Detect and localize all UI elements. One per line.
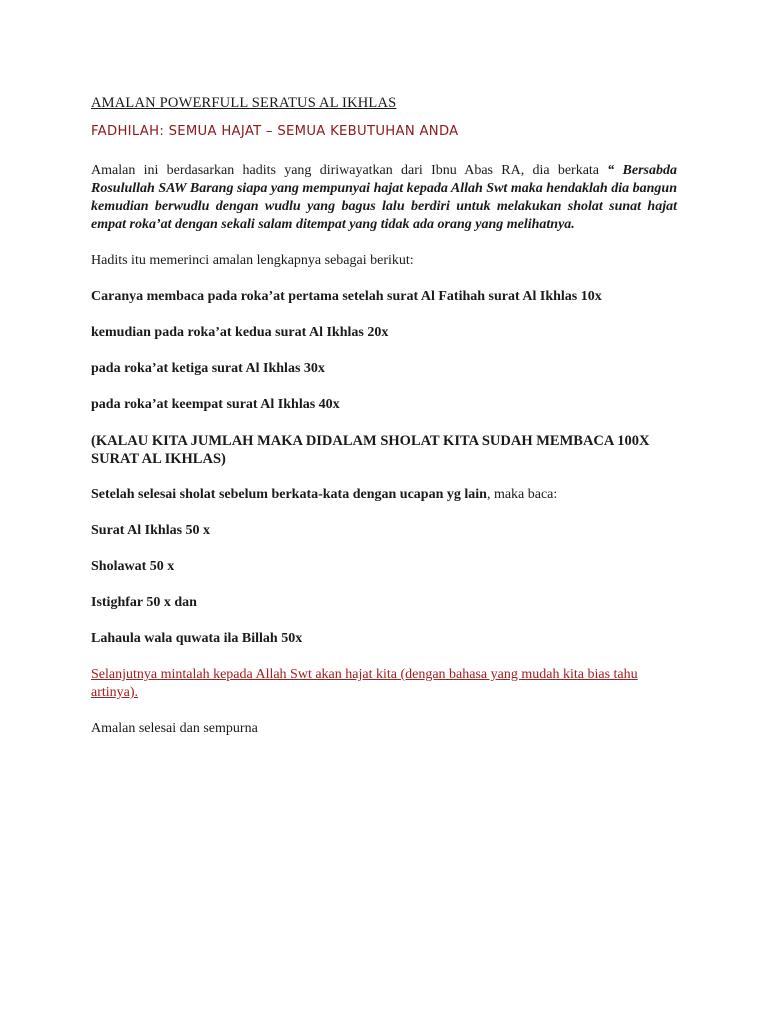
after-prayer-bold: Setelah selesai sholat sebelum berkata-kata dengan ucapan yg lain xyxy=(91,487,487,502)
summary-note: (KALAU KITA JUMLAH MAKA DIDALAM SHOLAT KITA SUDAH MEMBACA 100X SURAT AL IKHLAS) xyxy=(91,433,650,467)
reading-2: Sholawat 50 x xyxy=(91,559,175,574)
document-subtitle: FADHILAH: SEMUA HAJAT – SEMUA KEBUTUHAN ANDA xyxy=(91,124,459,139)
closing-link[interactable]: Selanjutnya mintalah kepada Allah Swt akan hajat kita (dengan bahasa yang mudah kita bias tahu artinya). xyxy=(91,667,638,700)
step-3: pada roka’at ketiga surat Al Ikhlas 30x xyxy=(91,361,325,376)
after-prayer-plain: , maka baca: xyxy=(486,487,558,502)
step-4: pada roka’at keempat surat Al Ikhlas 40x xyxy=(91,397,340,412)
step-1: Caranya membaca pada roka’at pertama setelah surat Al Fatihah surat Al Ikhlas 10x xyxy=(91,289,602,304)
reading-1: Surat Al Ikhlas 50 x xyxy=(91,523,211,538)
intro-text: Amalan ini berdasarkan hadits yang diriwayatkan dari Ibnu Abas RA, dia berkata xyxy=(91,163,608,178)
hadits-line: Hadits itu memerinci amalan lengkapnya sebagai berikut: xyxy=(91,253,414,268)
reading-4: Lahaula wala quwata ila Billah 50x xyxy=(91,631,303,646)
closing-paragraph xyxy=(91,666,677,702)
after-prayer-paragraph xyxy=(91,486,677,504)
final-line: Amalan selesai dan sempurna xyxy=(91,721,258,736)
intro-paragraph xyxy=(91,162,677,234)
document-body xyxy=(91,94,677,738)
hadith-quote: “ Bersabda Rosulullah SAW Barang siapa yang mempunyai hajat kepada Allah Swt maka hendaklah dia bangun kemudian berwudlu dengan wudlu yang bagus lalu berdiri untuk melakukan sholat sunat hajat empat roka’at dengan sekali salam ditempat yang tidak ada orang yang melihatnya. xyxy=(91,163,677,232)
reading-3: Istighfar 50 x dan xyxy=(91,595,197,610)
document-title: AMALAN POWERFULL SERATUS AL IKHLAS xyxy=(91,95,397,111)
step-2: kemudian pada roka’at kedua surat Al Ikhlas 20x xyxy=(91,325,389,340)
